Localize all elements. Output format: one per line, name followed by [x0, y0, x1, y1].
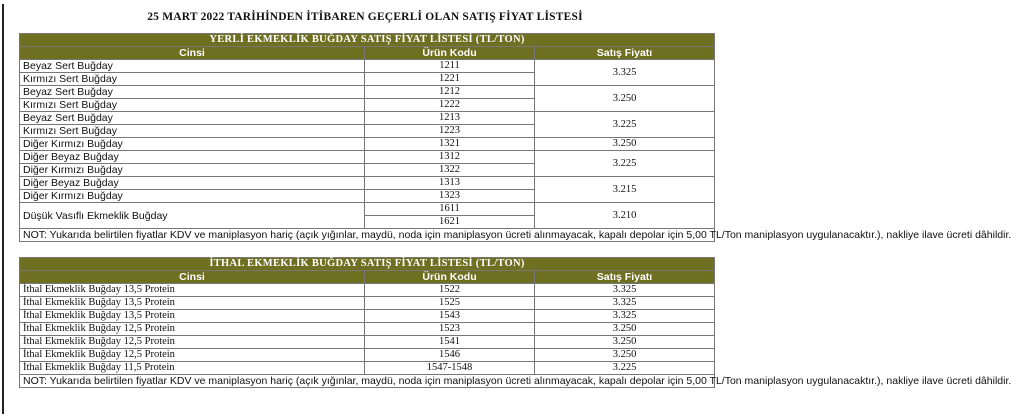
wheat-type: İthal Ekmeklik Buğday 13,5 Protein	[20, 297, 365, 310]
table-row	[20, 349, 715, 362]
product-code: 1621	[365, 216, 535, 229]
sale-price: 3.210	[535, 203, 715, 229]
wheat-type: İthal Ekmeklik Buğday 12,5 Protein	[20, 349, 365, 362]
wheat-type: İthal Ekmeklik Buğday 12,5 Protein	[20, 323, 365, 336]
product-code: 1222	[365, 99, 535, 112]
wheat-type: Diğer Kırmızı Buğday	[20, 164, 365, 177]
product-code: 1323	[365, 190, 535, 203]
wheat-type: Diğer Beyaz Buğday	[20, 151, 365, 164]
column-header-price: Satış Fiyatı	[535, 271, 715, 284]
sale-price: 3.250	[535, 349, 715, 362]
product-code: 1547-1548	[365, 362, 535, 375]
product-code: 1312	[365, 151, 535, 164]
wheat-type: Beyaz Sert Buğday	[20, 60, 365, 73]
table-row	[20, 86, 715, 99]
wheat-type: Diğer Kırmızı Buğday	[20, 138, 365, 151]
product-code: 1322	[365, 164, 535, 177]
sale-price: 3.215	[535, 177, 715, 203]
table-row	[20, 177, 715, 190]
imported-price-table	[19, 257, 1011, 388]
wheat-type: Diğer Beyaz Buğday	[20, 177, 365, 190]
product-code: 1213	[365, 112, 535, 125]
wheat-type: Beyaz Sert Buğday	[20, 112, 365, 125]
column-header-type: Cinsi	[20, 271, 365, 284]
table-row	[20, 60, 715, 73]
wheat-type: Beyaz Sert Buğday	[20, 86, 365, 99]
wheat-type: İthal Ekmeklik Buğday 11,5 Protein	[20, 362, 365, 375]
table-row	[20, 362, 715, 375]
column-header-type: Cinsi	[20, 47, 365, 60]
table-row	[20, 284, 715, 297]
table-row	[20, 323, 715, 336]
table-row	[20, 297, 715, 310]
wheat-type: İthal Ekmeklik Buğday 13,5 Protein	[20, 284, 365, 297]
table-row	[20, 310, 715, 323]
wheat-type: Kırmızı Sert Buğday	[20, 73, 365, 86]
product-code: 1221	[365, 73, 535, 86]
table-row	[20, 112, 715, 125]
product-code: 1611	[365, 203, 535, 216]
sale-price: 3.250	[535, 336, 715, 349]
product-code: 1321	[365, 138, 535, 151]
wheat-type: Düşük Vasıflı Ekmeklik Buğday	[20, 203, 365, 229]
product-code: 1525	[365, 297, 535, 310]
product-code: 1212	[365, 86, 535, 99]
table-row	[20, 138, 715, 151]
column-header-code: Ürün Kodu	[365, 271, 535, 284]
product-code: 1223	[365, 125, 535, 138]
table-row	[20, 336, 715, 349]
sale-price: 3.325	[535, 60, 715, 86]
product-code: 1313	[365, 177, 535, 190]
sale-price: 3.225	[535, 362, 715, 375]
sale-price: 3.325	[535, 297, 715, 310]
product-code: 1211	[365, 60, 535, 73]
product-code: 1543	[365, 310, 535, 323]
sale-price: 3.225	[535, 151, 715, 177]
sale-price: 3.250	[535, 86, 715, 112]
sale-price: 3.225	[535, 112, 715, 138]
wheat-type: Diğer Kırmızı Buğday	[20, 190, 365, 203]
product-code: 1522	[365, 284, 535, 297]
sale-price: 3.250	[535, 138, 715, 151]
sale-price: 3.325	[535, 284, 715, 297]
domestic-price-note: NOT: Yukarıda belirtilen fiyatlar KDV ve maniplasyon hariç (açık yığınlar, maydü, noda için maniplasyon ücreti alınmayacak, kapalı depolar için 5,00 TL/Ton maniplasyon uygulanacaktır.), nakliye ilave ücreti dâhildir.	[20, 229, 715, 242]
left-margin-line	[2, 4, 4, 414]
wheat-type: İthal Ekmeklik Buğday 13,5 Protein	[20, 310, 365, 323]
wheat-type: Kırmızı Sert Buğday	[20, 125, 365, 138]
domestic-table-heading: YERLİ EKMEKLİK BUĞDAY SATIŞ FİYAT LİSTESİ (TL/TON)	[20, 34, 715, 47]
column-header-code: Ürün Kodu	[365, 47, 535, 60]
sale-price: 3.325	[535, 310, 715, 323]
sale-price: 3.250	[535, 323, 715, 336]
product-code: 1523	[365, 323, 535, 336]
column-header-price: Satış Fiyatı	[535, 47, 715, 60]
product-code: 1541	[365, 336, 535, 349]
domestic-price-table	[19, 33, 1011, 242]
imported-price-note: NOT: Yukarıda belirtilen fiyatlar KDV ve maniplasyon hariç (açık yığınlar, maydü, noda için maniplasyon ücreti alınmayacak, kapalı depolar için 5,00 TL/Ton maniplasyon uygulanacaktır.), nakliye ilave ücreti dâhildir.	[20, 375, 715, 388]
wheat-type: İthal Ekmeklik Buğday 12,5 Protein	[20, 336, 365, 349]
table-row	[20, 151, 715, 164]
product-code: 1546	[365, 349, 535, 362]
imported-table-heading: İTHAL EKMEKLİK BUĞDAY SATIŞ FİYAT LİSTESİ (TL/TON)	[20, 258, 715, 271]
wheat-type: Kırmızı Sert Buğday	[20, 99, 365, 112]
table-row	[20, 203, 715, 216]
page-title: 25 MART 2022 TARİHİNDEN İTİBAREN GEÇERLİ OLAN SATIŞ FİYAT LİSTESİ	[147, 11, 583, 23]
